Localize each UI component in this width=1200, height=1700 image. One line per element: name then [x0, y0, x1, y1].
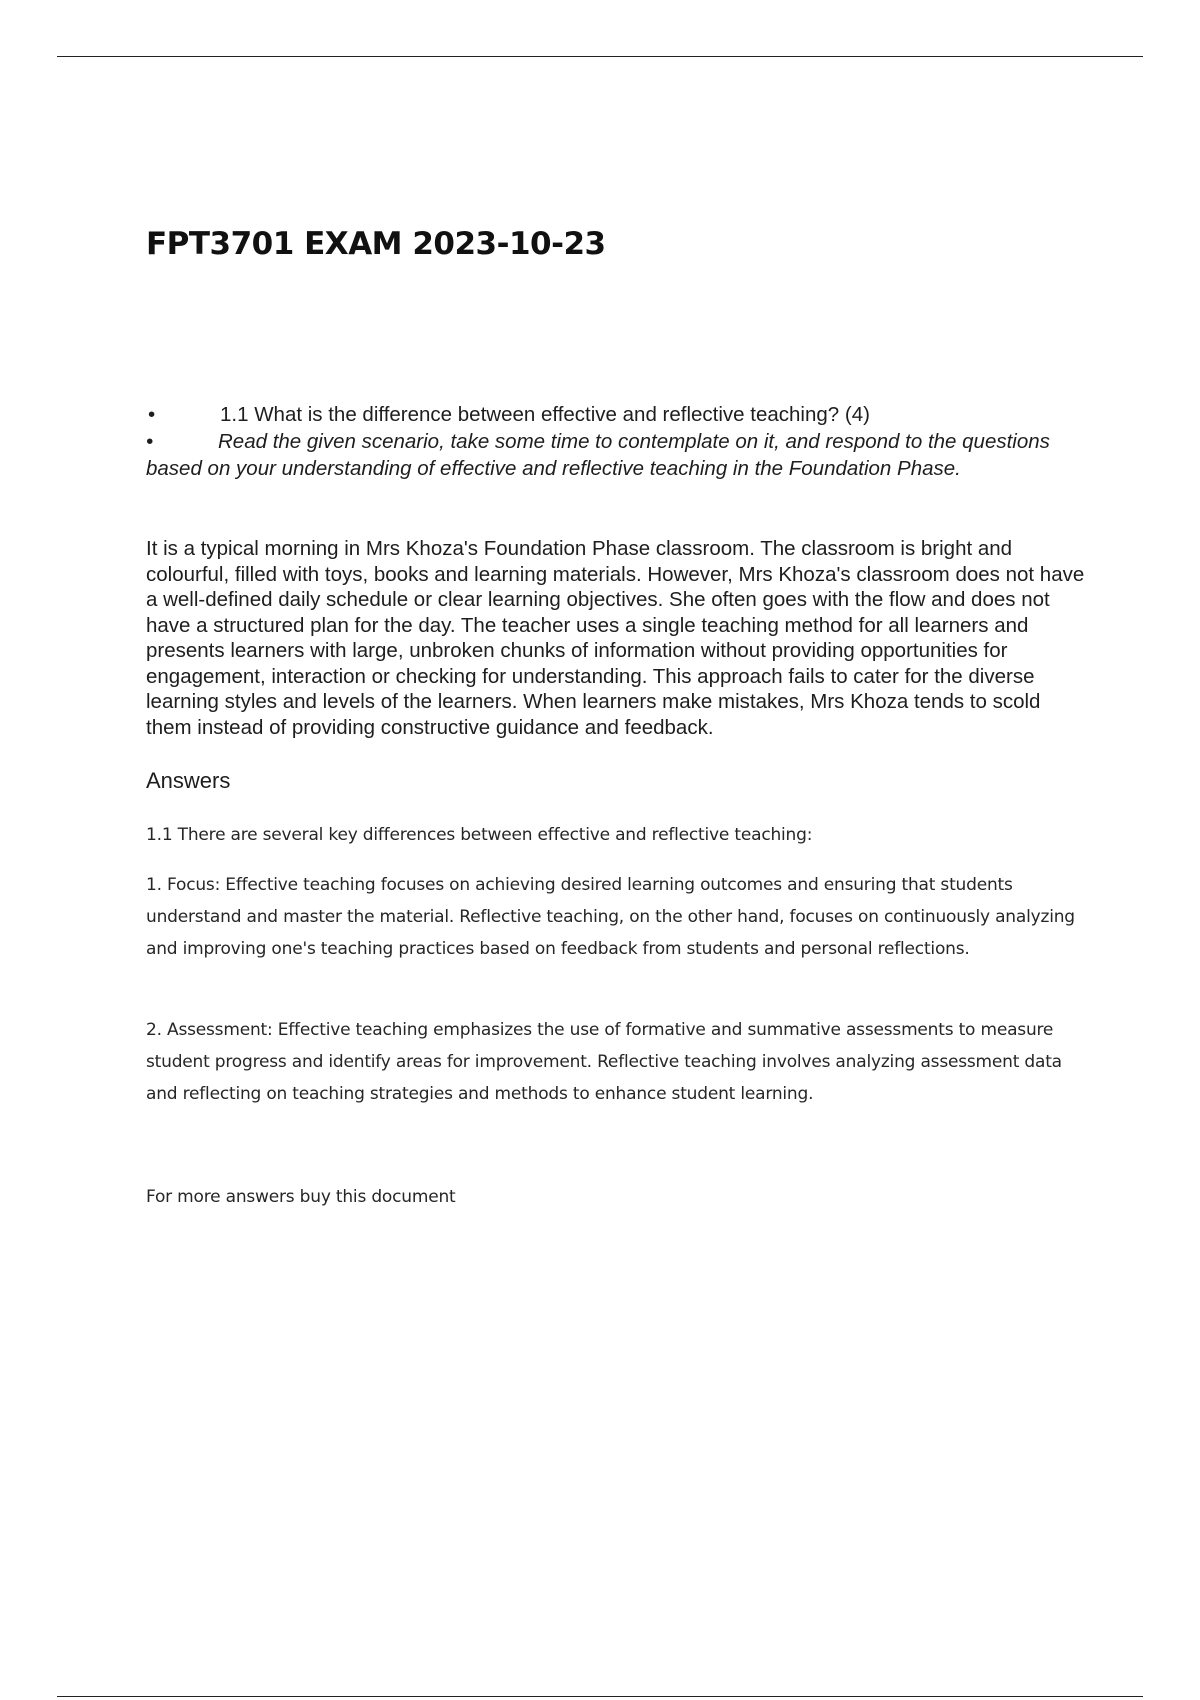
- answer-intro: 1.1 There are several key differences between effective and reflective teaching:: [146, 825, 813, 845]
- question-1-line: [146, 401, 1106, 428]
- question-block: [146, 401, 1106, 482]
- answer-point-focus: 1. Focus: Effective teaching focuses on achieving desired learning outcomes and ensuring that students understand and master the material. Reflective teaching, on the other hand, focuses on continuously analyzing and improving one's teaching practices based on feedback from students and personal reflections.: [146, 875, 1075, 959]
- bottom-rule: [57, 1696, 1143, 1697]
- top-rule: [57, 56, 1143, 57]
- bullet-icon: •: [146, 430, 154, 453]
- bullet-icon: •: [148, 403, 156, 426]
- instruction-text: Read the given scenario, take some time to contemplate on it, and respond to the questions based on your understanding of effective and reflective teaching in the Foundation Phase.: [146, 430, 1050, 480]
- answer-point-assessment: 2. Assessment: Effective teaching emphasizes the use of formative and summative assessments to measure student progress and identify areas for improvement. Reflective teaching involves analyzing assessment data and reflecting on teaching strategies and methods to enhance student learning.: [146, 1020, 1062, 1104]
- answers-heading: Answers: [146, 768, 231, 793]
- document-title: FPT3701 EXAM 2023-10-23: [146, 226, 606, 262]
- footer-note: For more answers buy this document: [146, 1187, 456, 1207]
- question-1-text: 1.1 What is the difference between effective and reflective teaching? (4): [220, 403, 870, 426]
- scenario-paragraph: It is a typical morning in Mrs Khoza's Foundation Phase classroom. The classroom is bright and colourful, filled with toys, books and learning materials. However, Mrs Khoza's classroom does not have a well-defined daily schedule or clear learning objectives. She often goes with the flow and does not have a structured plan for the day. The teacher uses a single teaching method for all learners and presents learners with large, unbroken chunks of information without providing opportunities for engagement, interaction or checking for understanding. This approach fails to cater for the diverse learning styles and levels of the learners. When learners make mistakes, Mrs Khoza tends to scold them instead of providing constructive guidance and feedback.: [146, 537, 1085, 739]
- instruction-line: [146, 428, 1106, 482]
